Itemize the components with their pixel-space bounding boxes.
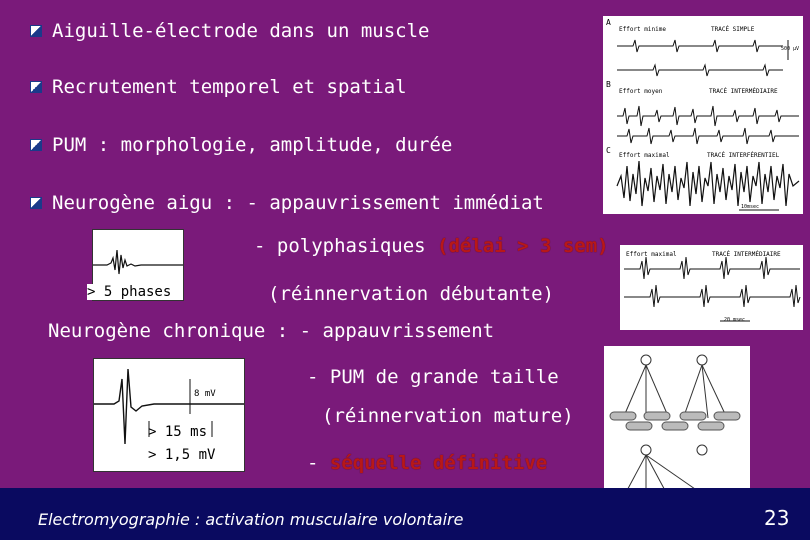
bullet-text: Recrutement temporel et spatial	[52, 76, 407, 98]
emg-traces-panel	[603, 16, 803, 214]
potential-scale-label: 8 mV	[194, 389, 216, 399]
bullet-icon	[30, 139, 42, 151]
trace-a-label: A	[606, 18, 611, 27]
chronic-pum-line: - PUM de grande taille	[307, 366, 559, 388]
amplitude-label: > 1,5 mV	[148, 447, 216, 463]
bullet-electrode	[30, 20, 430, 42]
phases-label: > 5 phases	[87, 284, 172, 300]
bullet-icon	[30, 197, 42, 209]
trace-c-scale: 10msec	[741, 204, 760, 210]
trace-a-scale: 500 µV	[781, 46, 800, 52]
bullet-icon	[30, 25, 42, 37]
trace-a-effort: Effort minime	[619, 26, 666, 33]
trace-b-title: TRACÉ INTERMÉDIAIRE	[709, 88, 778, 95]
duration-label: > 15 ms	[148, 424, 208, 440]
bullet-text: Aiguille-électrode dans un muscle	[52, 20, 430, 42]
trace-c-title: TRACÉ INTERFÉRENTIEL	[707, 152, 780, 159]
trace-b-label: B	[606, 80, 611, 89]
bullet-acute	[30, 192, 544, 214]
acute-polyphasic-line	[254, 235, 609, 257]
emg-traces-figure	[603, 16, 803, 214]
trace-d-title: TRACÉ INTERMÉDIAIRE	[712, 251, 781, 258]
trace-b-effort: Effort moyen	[619, 88, 663, 95]
neurogenic-trace-panel	[620, 245, 803, 330]
trace-a-title: TRACÉ SIMPLE	[711, 26, 755, 33]
chronic-sequel-text: séquelle définitive	[329, 452, 548, 474]
bullet-text: Neurogène aigu : - appauvrissement immédiat	[52, 192, 544, 214]
bullet-pum	[30, 134, 452, 156]
bullet-text: PUM : morphologie, amplitude, durée	[52, 134, 453, 156]
large-potential-panel	[93, 358, 245, 472]
acute-delay-text: (délai > 3 sem)	[437, 235, 609, 257]
acute-polyphasic-text: - polyphasiques	[254, 235, 438, 257]
acute-reinnervation-line: (réinnervation débutante)	[268, 283, 554, 305]
page-number: 23	[764, 506, 790, 530]
trace-d-effort: Effort maximal	[626, 251, 677, 258]
polyphasic-potential-panel	[87, 229, 184, 301]
chronic-line: Neurogène chronique : - appauvrissement	[48, 320, 495, 342]
bullet-icon	[30, 81, 42, 93]
trace-c-label: C	[606, 146, 611, 155]
trace-c-effort: Effort maximal	[619, 152, 670, 159]
chronic-sequel-line	[307, 452, 547, 474]
bullet-recruitment	[30, 76, 407, 98]
trace-d-scale: 20 msec	[724, 317, 746, 323]
footer-title: Electromyographie : activation musculaire volontaire	[38, 510, 464, 529]
chronic-sequel-dash: -	[307, 452, 330, 474]
chronic-reinnervation-line: (réinnervation mature)	[322, 405, 574, 427]
